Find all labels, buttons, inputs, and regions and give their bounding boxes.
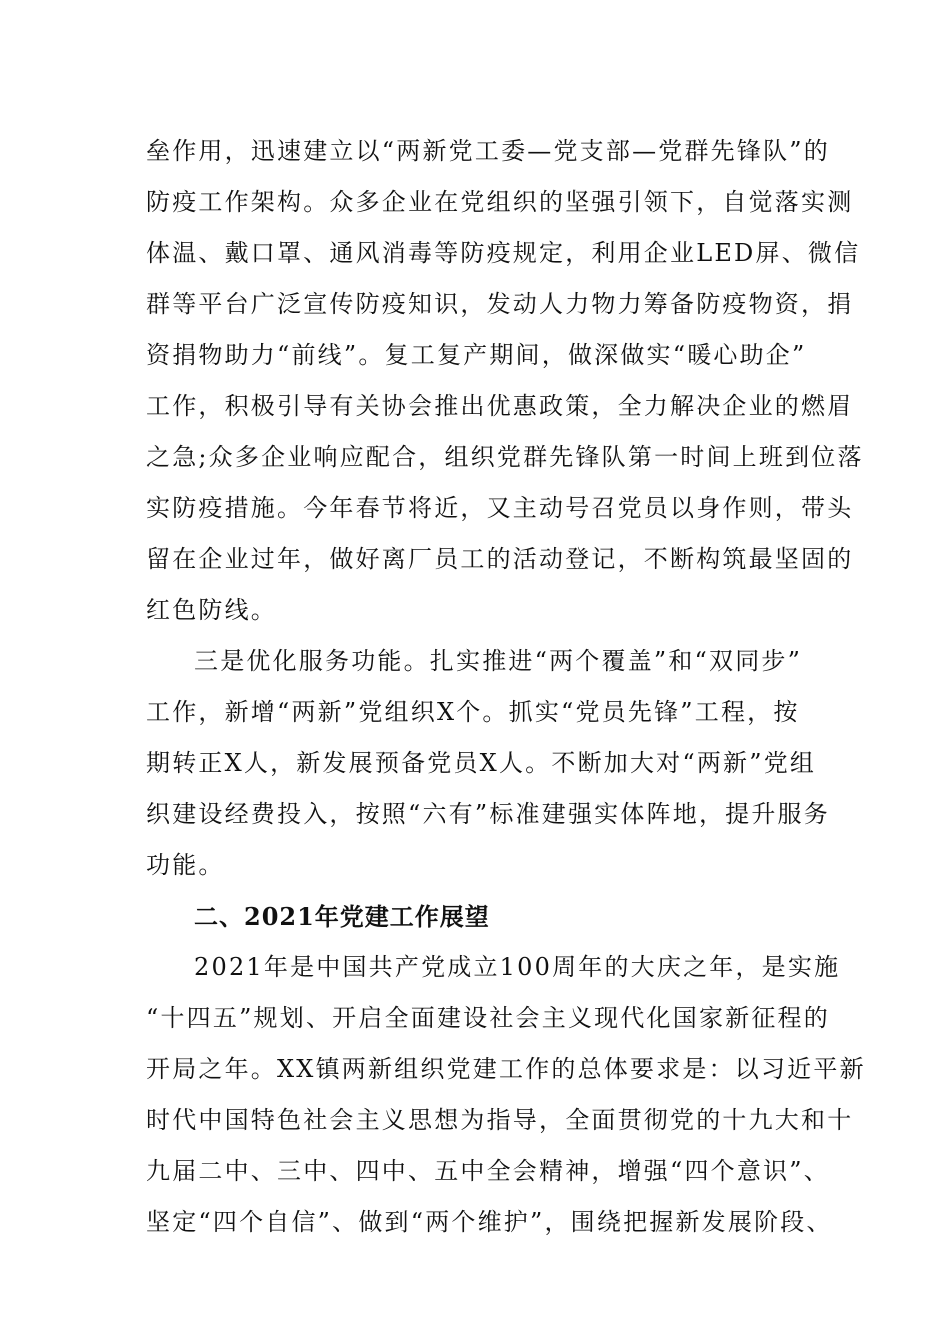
- text-line: 资捐物助力“前线”。复工复产期间，做深做实“暖心助企”: [146, 341, 807, 369]
- text-line: 开局之年。XX镇两新组织党建工作的总体要求是：以习近平新: [146, 1055, 866, 1083]
- text-line: 织建设经费投入，按照“六有”标准建强实体阵地，提升服务: [146, 800, 830, 828]
- text-line: 垒作用，迅速建立以“两新党工委—党支部—党群先锋队”的: [146, 137, 830, 165]
- document-body: [146, 126, 866, 1248]
- text-line: 坚定“四个自信”、做到“两个维护”，围绕把握新发展阶段、: [146, 1208, 833, 1236]
- text-line: 防疫工作架构。众多企业在党组织的坚强引领下，自觉落实测: [146, 188, 854, 216]
- text-line: 2021年是中国共产党成立100周年的大庆之年，是实施: [194, 953, 841, 981]
- text-line: 实防疫措施。今年春节将近，又主动号召党员以身作则，带头: [146, 494, 854, 522]
- text-line: 工作，积极引导有关协会推出优惠政策，全力解决企业的燃眉: [146, 392, 854, 420]
- text-line: 工作，新增“两新”党组织X个。抓实“党员先锋”工程，按: [146, 698, 800, 726]
- text-line: “十四五”规划、开启全面建设社会主义现代化国家新征程的: [146, 1004, 830, 1032]
- paragraph-continued: [146, 126, 864, 636]
- section-heading: 二、2021年党建工作展望: [194, 902, 490, 931]
- text-line: 期转正X人，新发展预备党员X人。不断加大对“两新”党组: [146, 749, 817, 777]
- text-line: 功能。: [146, 851, 225, 879]
- text-line: 红色防线。: [146, 596, 277, 624]
- text-line: 留在企业过年，做好离厂员工的活动登记，不断构筑最坚固的: [146, 545, 854, 573]
- text-line: 之急;众多企业响应配合，组织党群先锋队第一时间上班到位落: [146, 443, 864, 471]
- text-line: 九届二中、三中、四中、五中全会精神，增强“四个意识”、: [146, 1157, 830, 1185]
- text-line: 体温、戴口罩、通风消毒等防疫规定，利用企业LED屏、微信: [146, 239, 861, 267]
- text-line: 三是优化服务功能。扎实推进“两个覆盖”和“双同步”: [194, 647, 803, 675]
- text-line: 时代中国特色社会主义思想为指导，全面贯彻党的十九大和十: [146, 1106, 854, 1134]
- paragraph-outlook: [146, 942, 866, 1248]
- paragraph-optimize-service: [146, 636, 830, 891]
- text-line: 群等平台广泛宣传防疫知识，发动人力物力筹备防疫物资，捐: [146, 290, 854, 318]
